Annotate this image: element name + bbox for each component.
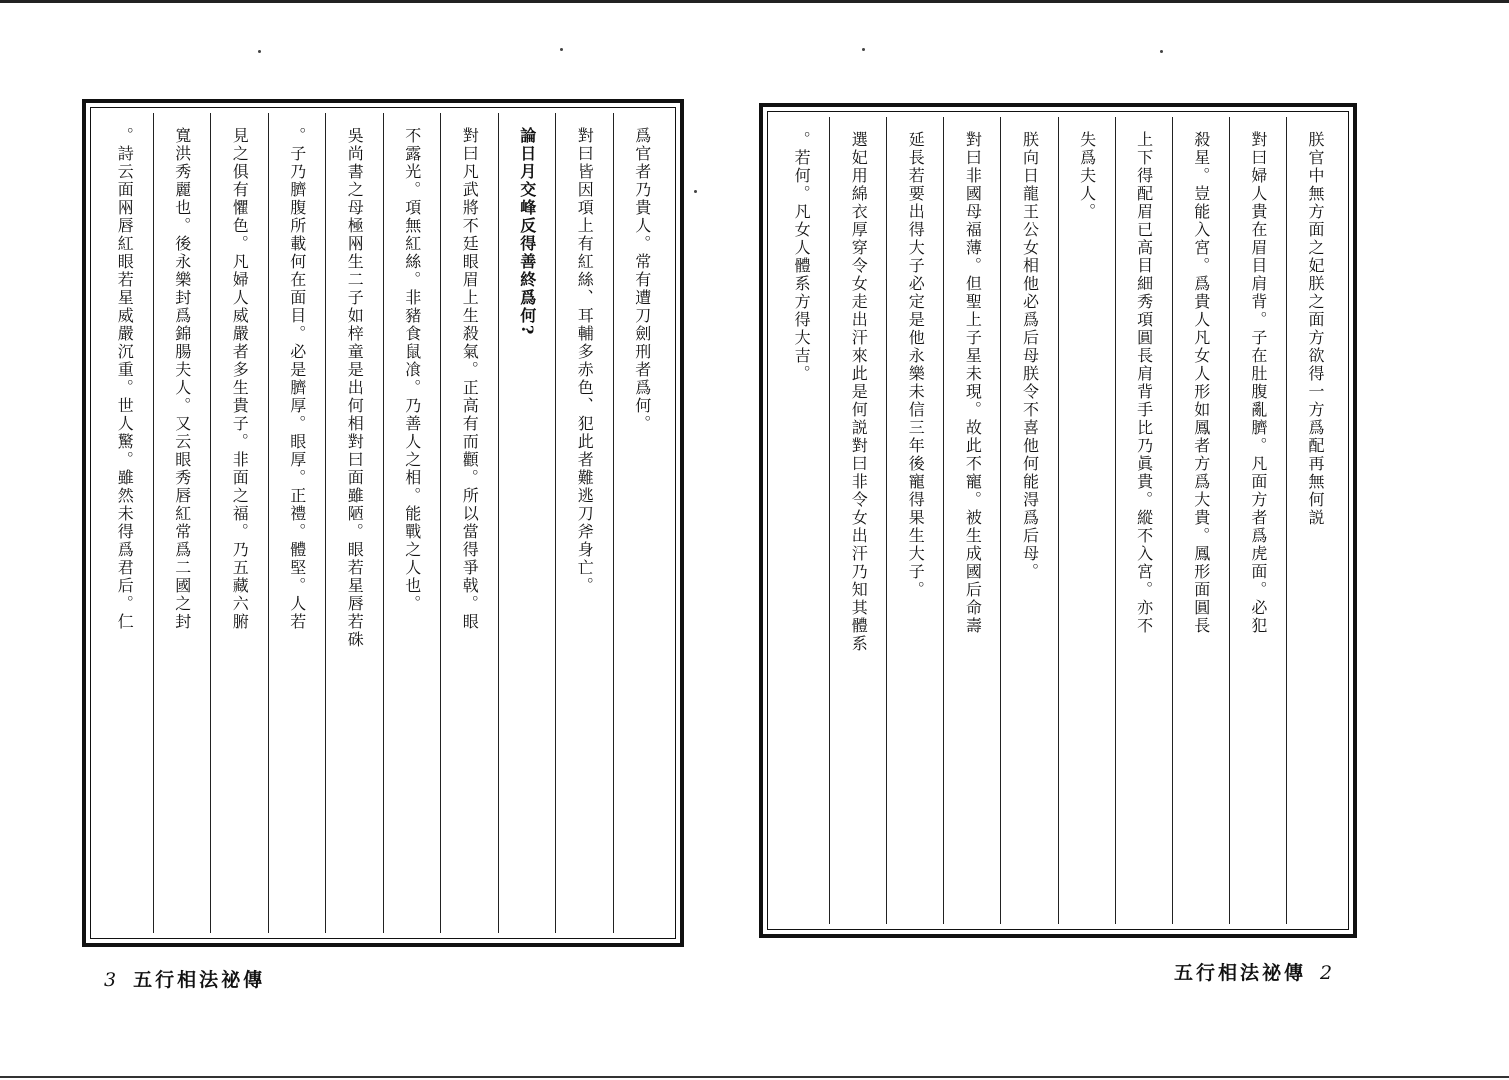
column-text: 對曰皆因項上有紅絲、耳輔多赤色、犯此者難逃刀斧身亡。 — [575, 127, 595, 595]
column-text: 不露光。項無紅絲。非豬食鼠飡。乃善人之相。能戰之人也。 — [402, 127, 422, 613]
text-column — [1058, 117, 1115, 924]
text-column — [1286, 117, 1343, 924]
left-page-columns — [96, 113, 670, 933]
column-text: 。若何。凡女人體系方得大吉。 — [792, 131, 812, 383]
column-text: 對曰非國母福薄。但聖上子星未現。故此不寵。被生成國后命壽 — [963, 131, 983, 635]
right-page-columns — [773, 117, 1343, 924]
scan-speck — [694, 190, 697, 193]
scan-speck — [1160, 50, 1163, 53]
page-number: 3 — [104, 969, 120, 991]
scan-speck — [560, 48, 563, 51]
text-column — [613, 113, 671, 933]
text-column — [1172, 117, 1229, 924]
text-column — [210, 113, 268, 933]
text-column — [325, 113, 383, 933]
text-column — [498, 113, 556, 933]
column-text: 朕官中無方面之妃朕之面方欲得一方爲配再無何説 — [1305, 131, 1325, 527]
text-column — [1000, 117, 1057, 924]
text-column — [829, 117, 886, 924]
scan-speck — [258, 50, 261, 53]
section-heading: 論日月交峰反得善終爲何? — [517, 127, 537, 337]
column-text: 延長若要出得大子必定是他永樂未信三年後寵得果生大子。 — [906, 131, 926, 599]
text-column — [773, 117, 829, 924]
scan-edge-bottom — [0, 1076, 1509, 1078]
text-column — [555, 113, 613, 933]
column-text: 寬洪秀麗也。後永樂封爲錦腸夫人。又云眼秀唇紅常爲二國之封 — [172, 127, 192, 631]
scan-edge-top — [0, 0, 1509, 3]
column-text: 朕向日龍王公女相他必爲后母朕令不喜他何能淂爲后母。 — [1020, 131, 1040, 581]
page-number: 2 — [1320, 962, 1336, 984]
left-page-footer — [104, 965, 265, 992]
text-column — [153, 113, 211, 933]
text-column — [383, 113, 441, 933]
text-column — [96, 113, 153, 933]
text-column — [1229, 117, 1286, 924]
column-text: 選妃用綿衣厚穿令女走出汗來此是何説對曰非令女出汗乃知其體系 — [849, 131, 869, 653]
right-page-frame — [759, 103, 1357, 938]
column-text: 。詩云面㒳唇紅眼若星威嚴沉重。世人驚。雖然未得爲君后。仁 — [115, 127, 135, 631]
column-text: 對曰婦人貴在眉目肩背。子在肚腹亂臍。凡面方者爲虎面。必犯 — [1248, 131, 1268, 635]
right-page-footer — [1174, 958, 1349, 985]
book-title: 五行相法祕傳 — [133, 969, 266, 991]
column-text: 吳尚書之母極㒳生二子如梓童是出何相對曰面雖陋。眼若星唇若硃 — [345, 127, 365, 649]
column-text: 見之俱有懼色。凡婦人威嚴者多生貴子。非面之福。乃五藏六腑 — [230, 127, 250, 631]
column-text: 殺星。豈能入宮。爲貴人凡女人形如鳳者方爲大貴。鳳形面圓長 — [1191, 131, 1211, 635]
text-column — [440, 113, 498, 933]
column-text: 上下得配眉已高目細秀項圓長肩背手比乃眞貴。縱不入宮。亦不 — [1134, 131, 1154, 635]
book-title: 五行相法祕傳 — [1174, 962, 1307, 984]
text-column — [1115, 117, 1172, 924]
text-column — [943, 117, 1000, 924]
left-page-frame — [82, 99, 684, 947]
column-text: 爲官者乃貴人。常有遭刀劍刑者爲何。 — [632, 127, 652, 433]
text-column — [268, 113, 326, 933]
scan-speck — [862, 48, 865, 51]
column-text: 對曰凡武將不廷眼眉上生殺氣。正高有而顴。所以當得爭戟。眼 — [460, 127, 480, 631]
column-text: 失爲夫人。 — [1077, 131, 1097, 221]
text-column — [886, 117, 943, 924]
column-text: 。子乃臍腹所載何在面目。必是臍厚。眼厚。正禮。體堅。人若 — [287, 127, 307, 631]
